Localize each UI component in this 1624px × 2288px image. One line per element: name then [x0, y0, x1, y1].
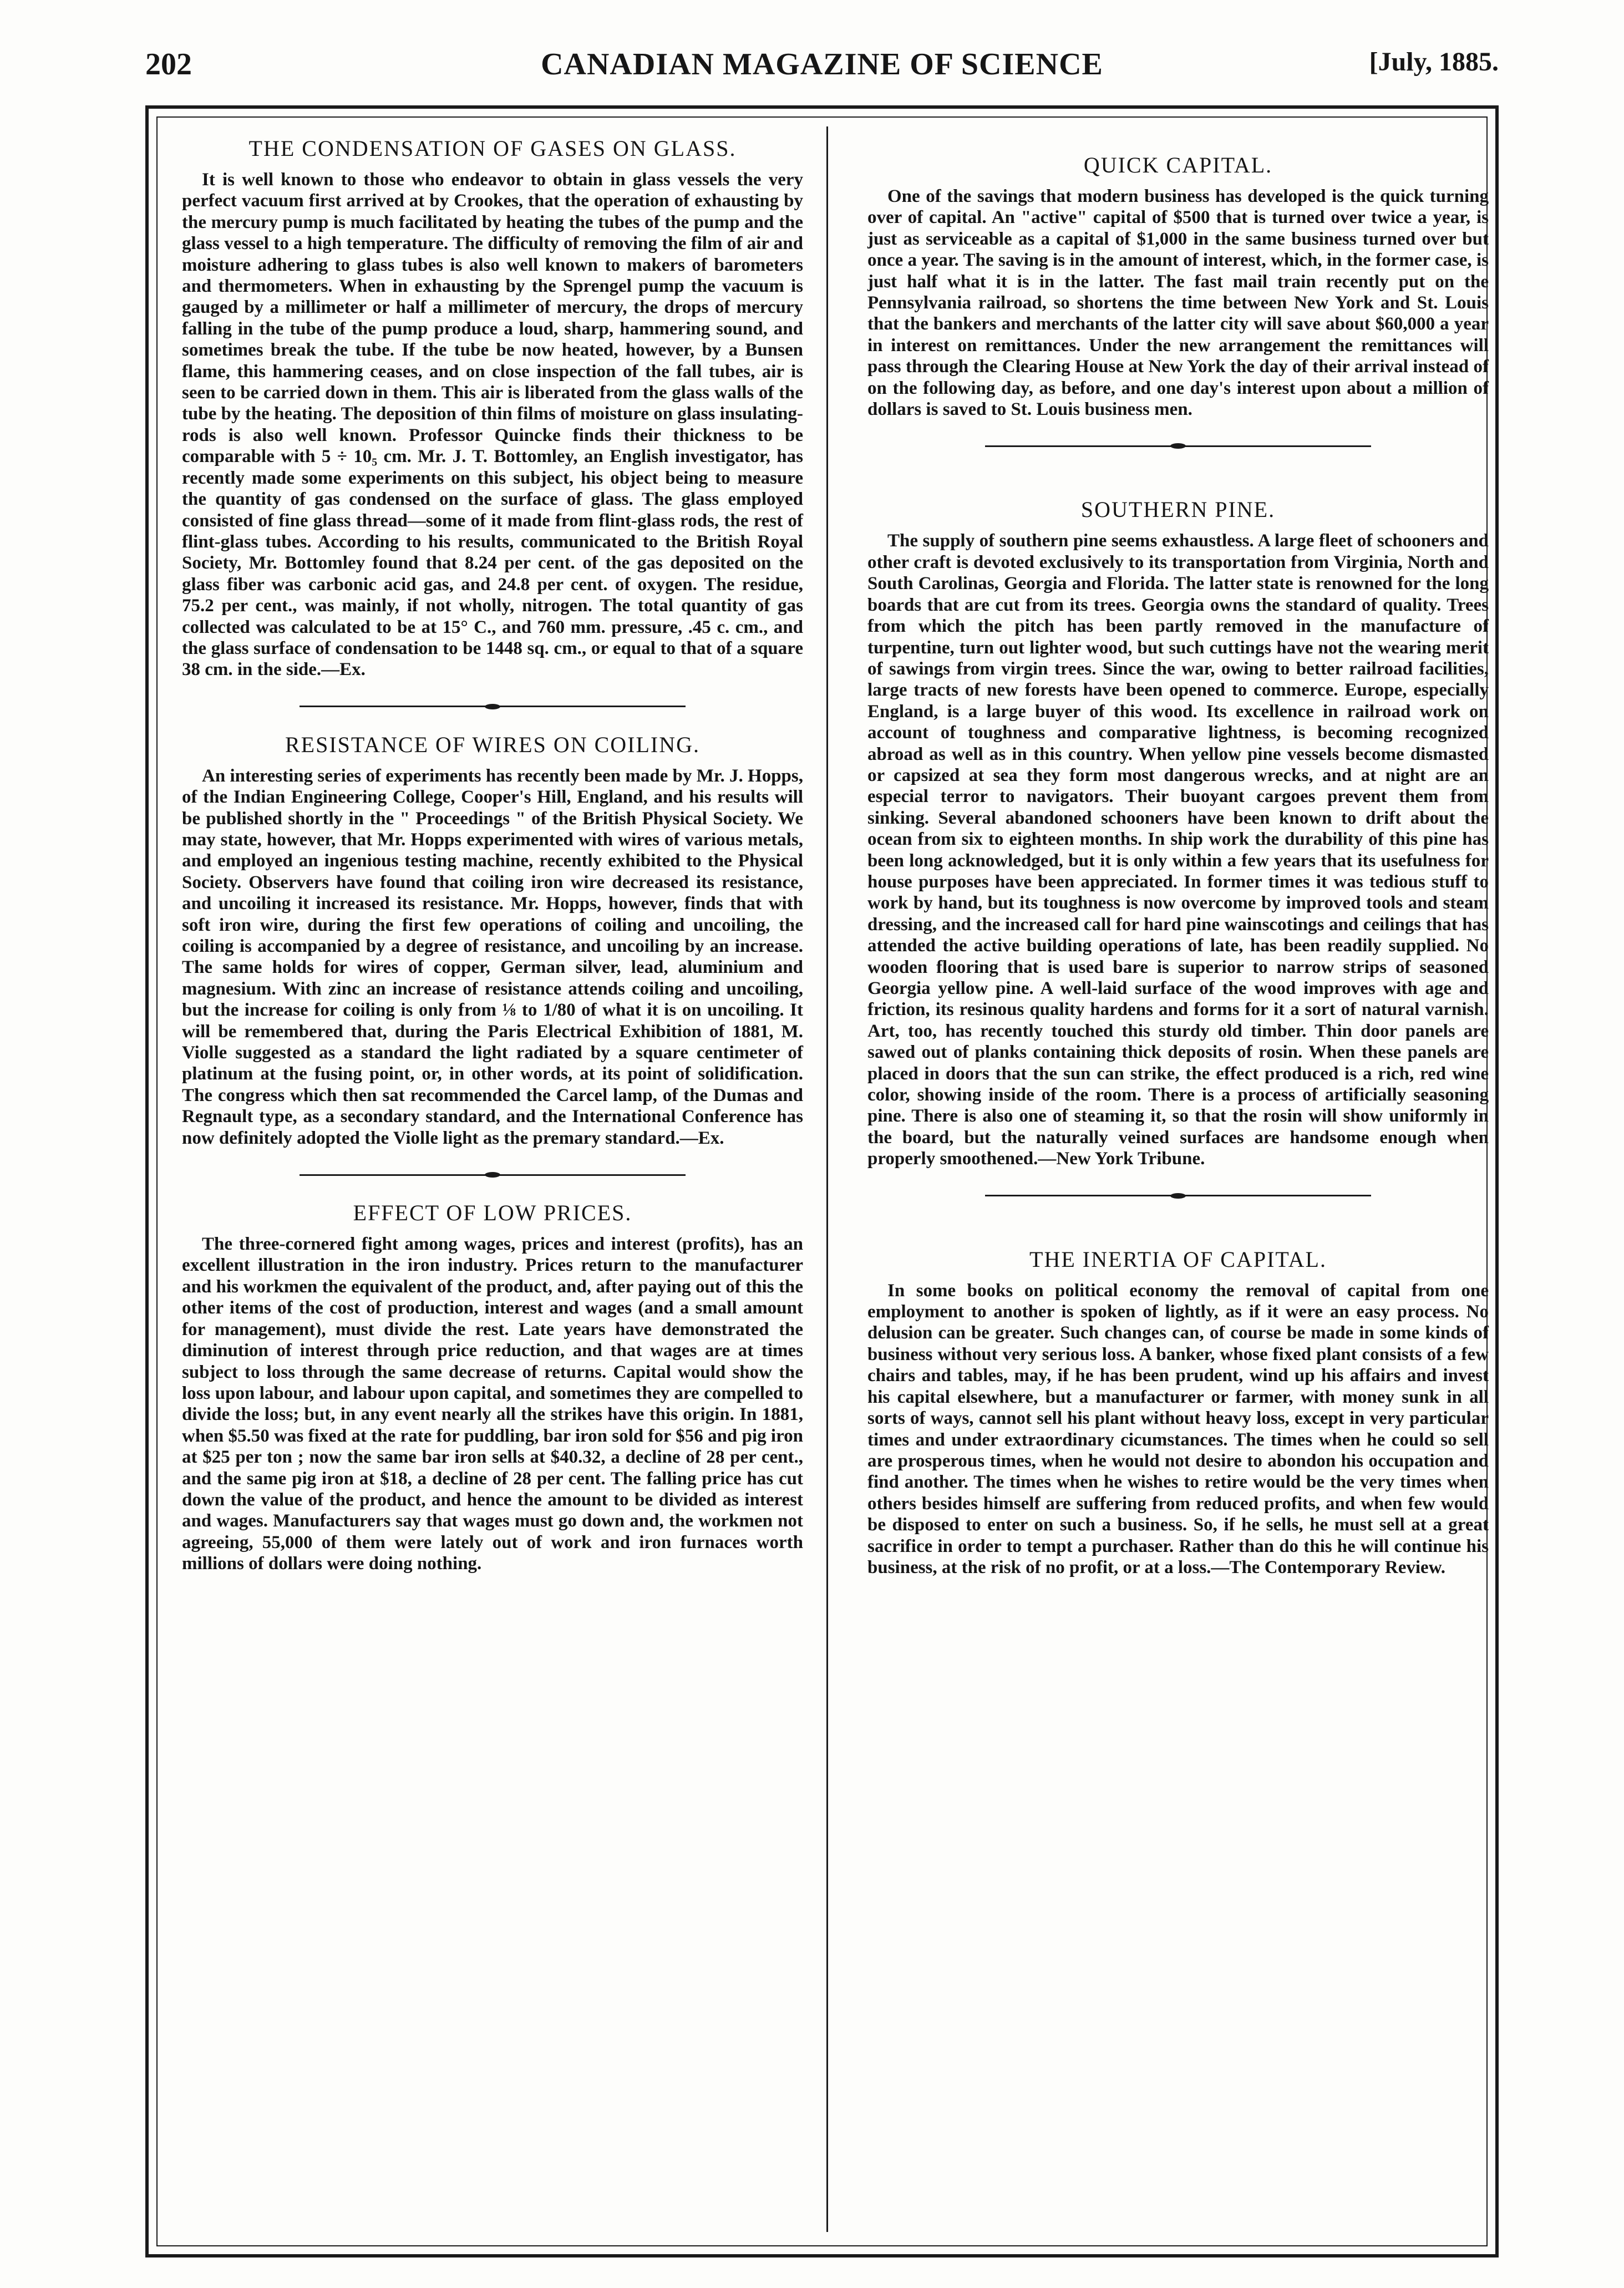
magazine-title: CANADIAN MAGAZINE OF SCIENCE [541, 47, 1103, 82]
right-column [867, 152, 1489, 1578]
article-title: EFFECT OF LOW PRICES. [353, 1200, 632, 1226]
article-title: QUICK CAPITAL. [1083, 153, 1273, 177]
article-body: An interesting series of experiments has recently been made by Mr. J. Hopps, of the Indian Engineering College, Cooper's Hill, England, and his results will be published shortly in the " Proceedings " of the British Physical Society. We may state, however, that Mr. Hopps experimented with wires of various metals, and employed an ingenious testing machine, recently exhibited to the Physical Society. Observers have found that coiling iron wire decreased its resistance, and uncoiling it increased its resistance. Mr. Hopps, however, finds that with soft iron wire, during the first few operations of coiling and uncoiling, the coiling is accompanied by a degree of resistance, and uncoiling by an increase. The same holds for wires of copper, German silver, lead, aluminium and magnesium. With zinc an increase of resistance attends coiling and uncoiling, but the increase for coiling is only from ⅛ to 1/80 of what it is on uncoiling. It will be remembered that, during the Paris Electrical Exhibition of 1881, M. Violle suggested as a standard the light radiated by a square centimeter of platinum at the fusing point, or, in other words, at its point of solidification. The congress which then sat recommended the Carcel lamp, of the Dumas and Regnault type, as a secondary standard, and the International Conference has now definitely adopted the Violle light as the premary standard.—Ex. [182, 765, 803, 1148]
issue-date: [July, 1885. [1369, 47, 1499, 77]
left-column [182, 135, 803, 1575]
article-body: The three-cornered fight among wages, prices and interest (profits), has an excellent illustration in the iron industry. Prices return to the manufacturer and his workmen the equivalent of the product, and, after paying out of this the other items of the cost of production, interest and wages (and a small amount for management), must divide the rest. Late years have demonstrated the diminution of interest through price reduction, and that wages are at times subject to loss through the same decrease of returns. Capital would show the loss upon labour, and labour upon capital, and sometimes they are compelled to divide the loss; but, in any event nearly all the strikes have this origin. In 1881, when $5.50 was fixed at the rate for puddling, bar iron sold for $56 and pig iron at $25 per ton ; now the same bar iron sells at $40.32, a decline of 28 per cent., and the same pig iron at $18, a decline of 28 per cent. The falling price has cut down the value of the product, and hence the amount to be divided as interest and wages. Manufacturers say that wages must go down and, the workmen not agreeing, 55,000 of them were lately out of work and iron furnaces worth millions of dollars were doing nothing. [182, 1234, 803, 1574]
article-title: RESISTANCE OF WIRES ON COILING. [285, 732, 701, 757]
article [182, 1200, 803, 1575]
article [182, 732, 803, 1149]
separator-ornament [867, 443, 1489, 449]
article [867, 1246, 1489, 1579]
article-body: It is well known to those who endeavor to obtain in glass vessels the very perfect vacuum first arrived at by Crookes, that the operation of exhausting by the mercury pump is much facilitated by heating the tubes of the pump and the glass vessel to a high temperature. The difficulty of removing the film of air and moisture adhering to glass tubes is also well known to makers of barometers and thermometers. When in exhausting by the Sprengel pump the vacuum is gauged by a millimeter or half a millimeter of mercury, the drops of mercury falling in the tube of the pump produce a loud, sharp, hammering sound, and sometimes break the tube. If the tube be now heated, however, by a Bunsen flame, this hammering ceases, and on close inspection of the fall tubes, air is seen to be carried down in them. This air is liberated from the glass walls of the tube by the heating. The deposition of thin films of moisture on glass insulating-rods is also well known. Professor Quincke finds their thickness to be comparable with 5 ÷ 10₅ cm. Mr. J. T. Bottomley, an English investigator, has recently made some experiments on this subject, his object being to measure the quantity of gas condensed on the surface of glass. The glass employed consisted of fine glass thread—some of it made from flint-glass rods, the rest of flint-glass tubes. According to his results, communicated to the British Royal Society, Mr. Bottomley found that 8.24 per cent. of the gas deposited on the glass fiber was carbonic acid gas, and 24.8 per cent. of oxygen. The residue, 75.2 per cent., was mainly, if not wholly, nitrogen. The total quantity of gas collected was calculated to be at 15° C., and 760 mm. pressure, .45 c. cm., and the glass surface of condensation to be 1448 sq. cm., or equal to that of a square 38 cm. in the side.—Ex. [182, 170, 803, 680]
page-header [145, 47, 1499, 91]
column-divider [826, 126, 828, 2232]
page-number: 202 [145, 47, 192, 82]
article-title: THE CONDENSATION OF GASES ON GLASS. [248, 136, 737, 161]
article-title: SOUTHERN PINE. [1080, 497, 1276, 522]
article [867, 152, 1489, 420]
article-body: One of the savings that modern business has developed is the quick turning over of capital. An "active" capital of $500 that is turned over twice a year, is just as serviceable as a capital of $1,000 in the same business turned over but once a year. The saving is in the amount of interest, which, in the former case, is just half what it is in the latter. The fast mail train recently put on the Pennsylvania railroad, so shortens the time between New York and St. Louis that the bankers and merchants of the latter city will save about $60,000 a year in interest on remittances. Under the new arrangement the remittances will pass through the Clearing House at New York the day of their arrival instead of on the following day, as before, and one day's interest upon about a million of dollars is saved to St. Louis business men. [867, 186, 1489, 420]
article-title: THE INERTIA OF CAPITAL. [1029, 1246, 1327, 1272]
article [182, 135, 803, 681]
separator-ornament [182, 1172, 803, 1178]
separator-ornament [182, 704, 803, 709]
separator-ornament [867, 1193, 1489, 1199]
page-frame [145, 105, 1499, 2257]
article-body: In some books on political economy the removal of capital from one employment to another is spoken of lightly, as if it were an easy process. No delusion can be greater. Such changes can, of course be made in some kinds of business without very serious loss. A banker, whose fixed plant consists of a few chairs and tables, may, if he has been prudent, wind up his affairs and invest his capital elsewhere, but a manufacturer or farmer, with money sunk in all sorts of ways, cannot sell his plant without heavy loss, except in very particular times and under extraordinary cicumstances. The times when he could so sell are prosperous times, when he would not desire to abondon his occupation and find another. The times when he wishes to retire would be the very times when others besides himself are suffering from reduced profits, and when few would be disposed to enter on such a business. So, if he sells, he must sell at a great sacrifice in order to tempt a purchaser. Rather than do this he will continue his business, at the risk of no profit, or at a loss.—The Contemporary Review. [867, 1280, 1489, 1577]
article-body: The supply of southern pine seems exhaustless. A large fleet of schooners and other craft is devoted exclusively to its transportation from Virginia, North and South Carolinas, Georgia and Florida. The latter state is renowned for the long boards that are cut from its trees. Georgia owns the standard of quality. Trees from which the pitch has been partly removed in the manufacture of turpentine, turn out lighter wood, but such cuttings have not the wearing merit of sawings from virgin trees. Since the war, owing to better railroad facilities, large tracts of new forests have been opened to commerce. Europe, especially England, is a large buyer of this wood. Its excellence in railroad work on account of toughness and comparative lightness, is becoming recognized abroad as well as in this country. When yellow pine vessels become dismasted or capsized at sea they form most dangerous wrecks, and at night are an especial terror to navigators. Their buoyant cargoes prevent them from sinking. Several abandoned schooners have been known to drift about the ocean from six to eighteen months. In ship work the durability of this pine has been long acknowledged, but it is only within a few years that its usefulness for house purposes have been appreciated. In former times it was tedious stuff to work by hand, but its toughness is now overcome by improved tools and steam dressing, and the increased call for hard pine wainscotings and ceilings that has attended the active building operations of late, has been readily supplied. No wooden flooring that is used bare is superior to narrow strips of seasoned Georgia yellow pine. A well-laid surface of the wood improves with age and friction, its resinous quality hardens and forms for it a sort of natural varnish. Art, too, has recently touched this sturdy old timber. Thin door panels are sawed out of planks containing thick deposits of rosin. When these panels are placed in doors that the sun can strike, the effect produced is a rich, red wine color, showing inside of the room. There is a process of artificially seasoning pine. There is also one of steaming it, so that the rosin will show uniformly in the board, but the naturally veined surfaces are handsome enough when properly smoothened.—New York Tribune. [867, 531, 1489, 1169]
article [867, 496, 1489, 1169]
